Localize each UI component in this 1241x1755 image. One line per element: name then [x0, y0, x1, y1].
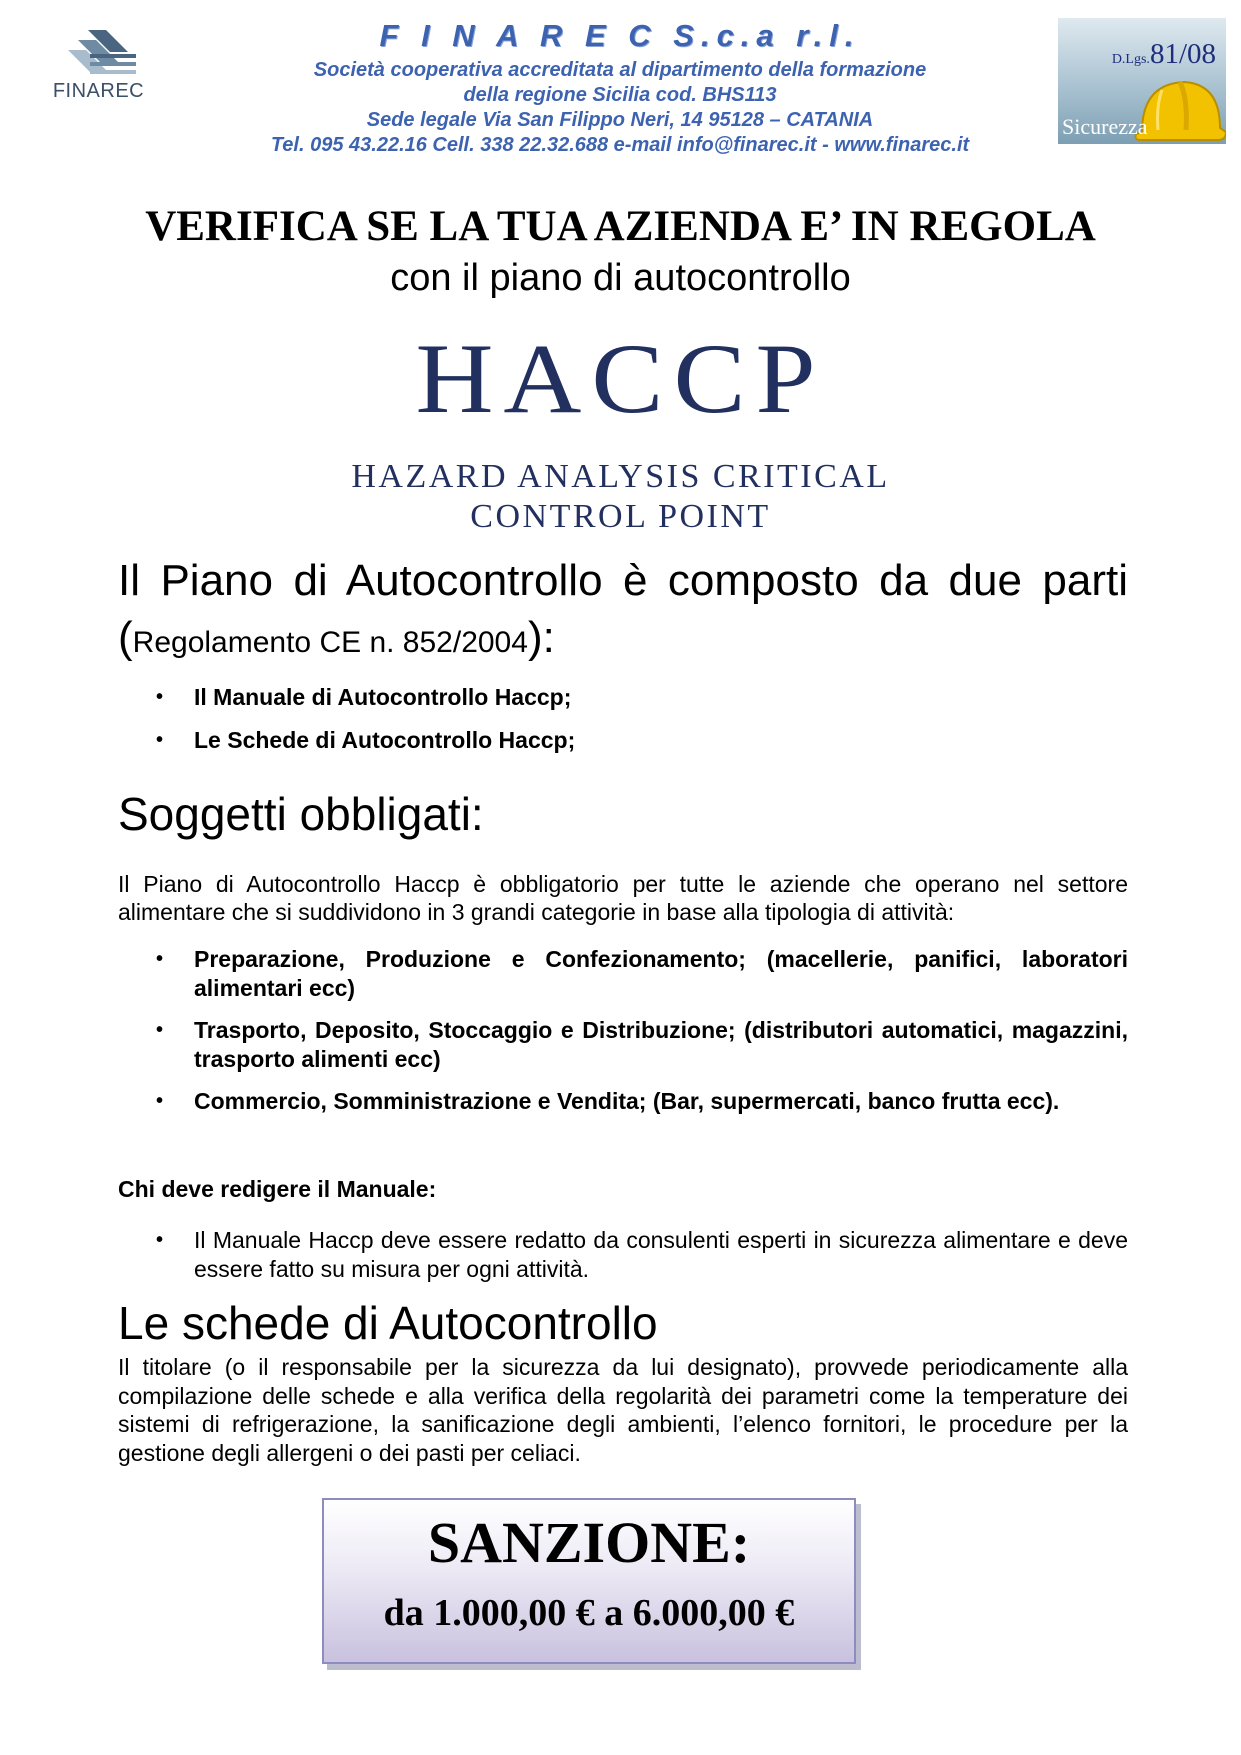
- soggetti-heading: Soggetti obbligati:: [118, 788, 484, 840]
- categories-list: [118, 945, 1128, 1129]
- haccp-line-2: CONTROL POINT: [470, 498, 771, 535]
- company-header: [190, 14, 1050, 158]
- bullet-dot-icon: •: [156, 729, 164, 751]
- company-description: Società cooperativa accreditata al dipartimento della formazione: [313, 59, 927, 81]
- bullet-dot-icon: •: [156, 1019, 164, 1041]
- list-item: [118, 1087, 1128, 1116]
- page-title: VERIFICA SE LA TUA AZIENDA E’ IN REGOLA: [145, 203, 1096, 250]
- schede-paragraph: Il titolare (o il responsabile per la sicurezza da lui designato), provvede periodicamente alla compilazione delle schede e alla verifica della regolarità dei parametri come la temperature dei sistemi di refrigerazione, la sanificazione degli ambienti, l’elenco fornitori, le procedure per la gestione degli allergeni o dei pasti per celiaci.: [118, 1354, 1128, 1466]
- list-item: [118, 726, 1128, 755]
- badge-law: [1112, 38, 1216, 71]
- intro-heading: [118, 552, 1128, 671]
- list-item: [118, 683, 1128, 712]
- soggetti-paragraph: Il Piano di Autocontrollo Haccp è obbligatorio per tutte le aziende che operano nel settore alimentare che si suddividono in 3 grandi categorie in base alla tipologia di attività:: [118, 871, 1128, 925]
- finarec-logo-mark-icon: [66, 30, 136, 78]
- haccp-full-name: [0, 457, 1241, 537]
- company-contacts: Tel. 095 43.22.16 Cell. 338 22.32.688 e-mail info@finarec.it - www.finarec.it: [270, 134, 970, 156]
- haccp-line-1: HAZARD ANALYSIS CRITICAL: [351, 458, 890, 495]
- parts-list: [118, 683, 1128, 769]
- intro-heading-end: ):: [527, 613, 555, 662]
- badge-word: Sicurezza: [1062, 114, 1148, 139]
- finarec-logo: [46, 30, 151, 110]
- regulation-reference: Regolamento CE n. 852/2004: [132, 626, 528, 659]
- bullet-dot-icon: •: [156, 948, 164, 970]
- list-item: [118, 1016, 1128, 1074]
- company-region: della regione Sicilia cod. BHS113: [463, 84, 777, 106]
- company-name: F I N A R E C S.c.a r.l.: [379, 18, 861, 53]
- sanzione-amount: da 1.000,00 € a 6.000,00 €: [383, 1592, 795, 1634]
- bullet-dot-icon: •: [156, 1090, 164, 1112]
- page-subtitle: con il piano di autocontrollo: [390, 257, 851, 299]
- list-item: [118, 1226, 1128, 1284]
- list-item-text: Il Manuale Haccp deve essere redatto da consulenti esperti in sicurezza alimentare e deve essere fatto su misura per ogni attività.: [194, 1227, 1128, 1282]
- list-item-text: Le Schede di Autocontrollo Haccp;: [194, 727, 576, 753]
- sanzione-title: SANZIONE:: [427, 1510, 751, 1575]
- sanzione-box: [322, 1498, 856, 1664]
- bullet-dot-icon: •: [156, 686, 164, 708]
- badge-law-prefix: D.Lgs.: [1111, 52, 1150, 67]
- bullet-dot-icon: •: [156, 1229, 164, 1251]
- badge-law-number: 81/08: [1149, 38, 1216, 70]
- manual-heading: Chi deve redigere il Manuale:: [118, 1176, 437, 1202]
- haccp-acronym: HACCP: [415, 324, 826, 435]
- sicurezza-badge: [1058, 18, 1226, 144]
- list-item: [118, 945, 1128, 1003]
- list-item-text: Preparazione, Produzione e Confezionamento; (macellerie, panifici, laboratori alimentari ecc): [194, 946, 1128, 1001]
- list-item-text: Commercio, Somministrazione e Vendita; (Bar, supermercati, banco frutta ecc).: [194, 1088, 1060, 1114]
- logo-text: FINAREC: [52, 80, 145, 102]
- intro-heading-text: Il Piano di Autocontrollo è composto da due parti (: [118, 556, 1128, 662]
- list-item-text: Il Manuale di Autocontrollo Haccp;: [194, 684, 572, 710]
- manual-list: [118, 1226, 1128, 1284]
- schede-heading: Le schede di Autocontrollo: [118, 1297, 658, 1349]
- company-address: Sede legale Via San Filippo Neri, 14 95128 – CATANIA: [366, 109, 874, 131]
- list-item-text: Trasporto, Deposito, Stoccaggio e Distribuzione; (distributori automatici, magazzini, trasporto alimenti ecc): [194, 1017, 1128, 1072]
